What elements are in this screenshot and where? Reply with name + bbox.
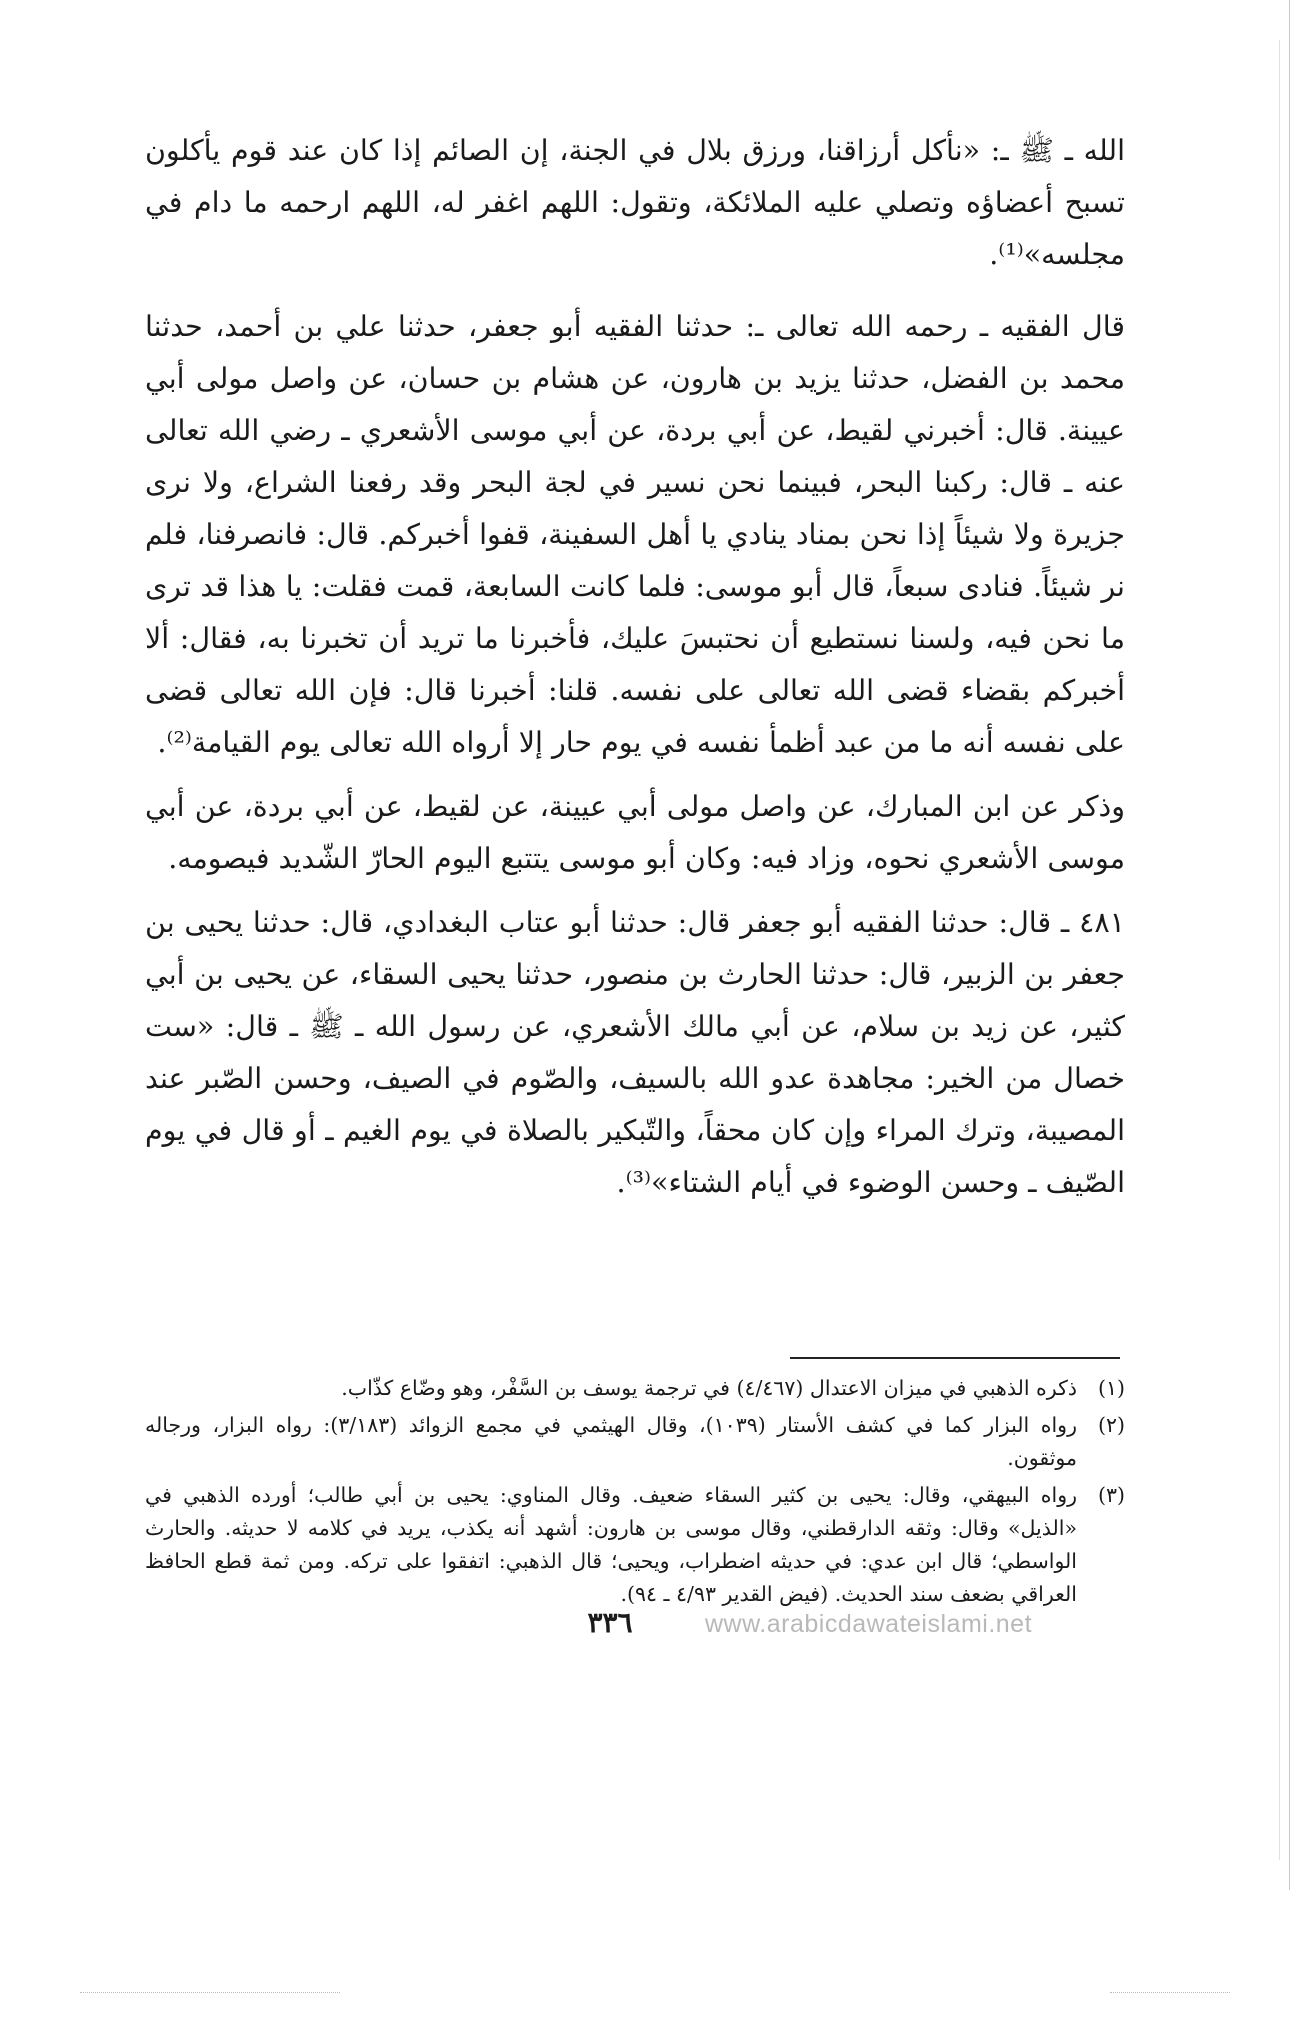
footnote (145, 1409, 1125, 1475)
paragraph: الله ـ ﷺ ـ: «نأكل أرزاقنا، ورزق بلال في الجنة، إن الصائم إذا كان عند قوم يأكلون تسبح أعضاؤه وتصلي عليه الملائكة، وتقول: اللهم اغفر له، اللهم ارحمه ما دام في مجلسه»⁽¹⁾. (145, 134, 1125, 271)
footnote-text: رواه البيهقي، وقال: يحيى بن كثير السقاء ضعيف. وقال المناوي: يحيى بن أبي طالب؛ أورده الذهبي في «الذيل» وقال: وثقه الدارقطني، وقال موسى بن هارون: أشهد أنه يكذب، يريد في كلامه لا حديثه. والحارث الواسطي؛ قال ابن عدي: في حديثه اضطراب، ويحيى؛ قال الذهبي: اتفقوا على تركه. ومن ثمة قطع الحافظ العراقي بضعف سند الحديث. (فيض القدير ٤/٩٣ ـ ٩٤). (145, 1483, 1077, 1606)
watermark: www.arabicdawateislami.net (705, 1610, 1033, 1638)
scan-edge-line-inner (1279, 40, 1280, 1860)
scan-dots (80, 1992, 340, 1993)
scan-dots (1110, 1992, 1230, 1993)
main-text (145, 125, 1125, 1221)
paragraph: ٤٨١ ـ قال: حدثنا الفقيه أبو جعفر قال: حدثنا أبو عتاب البغدادي، قال: حدثنا يحيى بن جعفر بن الزبير، قال: حدثنا الحارث بن منصور، حدثنا يحيى السقاء، عن يحيى بن أبي كثير، عن زيد بن سلام، عن أبي مالك الأشعري، عن رسول الله ـ ﷺ ـ قال: «ست خصال من الخير: مجاهدة عدو الله بالسيف، والصّوم في الصيف، وحسن الصّبر عند المصيبة، وترك المراء وإن كان محقاً، والتّبكير بالصلاة في يوم الغيم ـ أو قال في يوم الصّيف ـ وحسن الوضوء في أيام الشتاء»⁽³⁾. (145, 906, 1125, 1199)
footnote-number: (٣) (1097, 1483, 1125, 1507)
page-number: ٣٣٦ (587, 1606, 633, 1639)
footnote (145, 1372, 1125, 1405)
footnote-number: (١) (1097, 1376, 1125, 1400)
footnote-number: (٢) (1097, 1413, 1125, 1437)
footnotes (145, 1372, 1125, 1615)
scan-edge-line (1289, 0, 1290, 1890)
footnote-text: ذكره الذهبي في ميزان الاعتدال (٤/٤٦٧) في ترجمة يوسف بن السَّفْر، وهو وضّاع كذّاب. (341, 1376, 1077, 1400)
footnote-divider (790, 1357, 1120, 1359)
footnote (145, 1479, 1125, 1611)
paragraph: قال الفقيه ـ رحمه الله تعالى ـ: حدثنا الفقيه أبو جعفر، حدثنا علي بن أحمد، حدثنا محمد بن الفضل، حدثنا يزيد بن هارون، عن هشام بن حسان، عن واصل مولى أبي عيينة. قال: أخبرني لقيط، عن أبي بردة، عن أبي موسى الأشعري ـ رضي الله تعالى عنه ـ قال: ركبنا البحر، فبينما نحن نسير في لجة البحر وقد رفعنا الشراع، ولا نرى جزيرة ولا شيئاً إذا نحن بمناد ينادي يا أهل السفينة، قفوا أخبركم. قال: فانصرفنا، فلم نر شيئاً. فنادى سبعاً، قال أبو موسى: فلما كانت السابعة، قمت فقلت: يا هذا قد ترى ما نحن فيه، ولسنا نستطيع أن نحتبسَ عليك، فأخبرنا ما تريد أن تخبرنا به، فقال: ألا أخبركم بقضاء قضى الله تعالى على نفسه. قلنا: أخبرنا قال: فإن الله تعالى قضى على نفسه أنه ما من عبد أظمأ نفسه في يوم حار إلا أرواه الله تعالى يوم القيامة⁽²⁾. (145, 310, 1125, 759)
footnote-text: رواه البزار كما في كشف الأستار (١٠٣٩)، وقال الهيثمي في مجمع الزوائد (٣/١٨٣): رواه البزار، ورجاله موثقون. (145, 1413, 1077, 1470)
paragraph: وذكر عن ابن المبارك، عن واصل مولى أبي عيينة، عن لقيط، عن أبي بردة، عن أبي موسى الأشعري نحوه، وزاد فيه: وكان أبو موسى يتتبع اليوم الحارّ الشّديد فيصومه. (145, 790, 1125, 875)
